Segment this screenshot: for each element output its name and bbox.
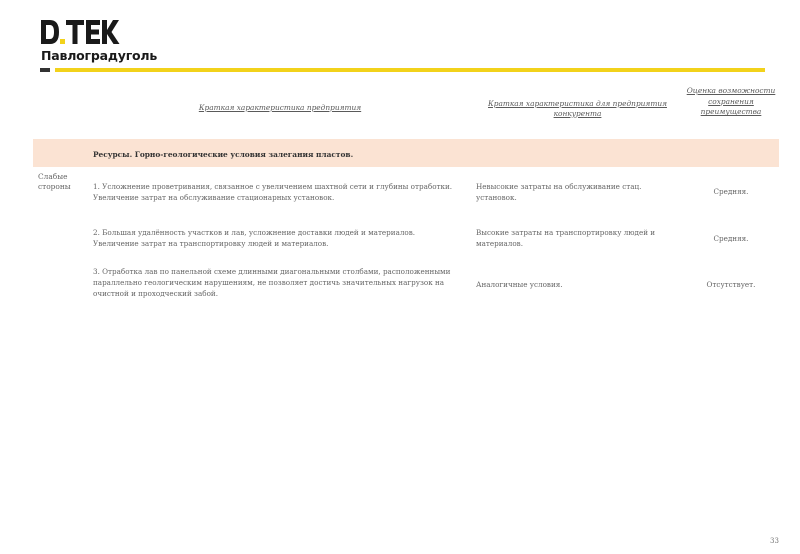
- header-rule-yellow: [55, 68, 765, 72]
- column-header-enterprise: Краткая характеристика предприятия: [198, 103, 362, 112]
- row-3-competitor: Аналогичные условия.: [476, 280, 563, 289]
- row-1-competitor: Невысокие затраты на обслуживание стац. установок.: [476, 182, 642, 203]
- page-number: 33: [770, 537, 779, 545]
- dtek-logo-icon: [40, 18, 120, 46]
- column-header-competitor: Краткая характеристика для предприятия конкурента: [488, 99, 667, 118]
- row-3-assessment: Отсутствует.: [706, 280, 756, 289]
- column-header-assessment: Оценка возможности сохранения преимущества: [686, 86, 776, 117]
- section-title: Ресурсы. Горно-геологические условия залегания пластов.: [93, 150, 354, 159]
- company-subtitle: Павлоградуголь: [41, 48, 158, 63]
- row-group-label: Слабые стороны: [38, 172, 71, 192]
- header-rule-dark: [40, 68, 50, 72]
- row-1-enterprise: 1. Усложнение проветривания, связанное с увеличением шахтной сети и глубины отработки. Увеличение затрат на обслуживание стационарных установок.: [93, 182, 453, 203]
- company-logo: [40, 18, 158, 63]
- row-2-competitor: Высокие затраты на транспортировку людей и материалов.: [476, 228, 656, 249]
- row-1-assessment: Средняя.: [713, 187, 749, 196]
- row-3-enterprise: 3. Отработка лав по панельной схеме длинными диагональными столбами, расположенными параллельно геологическим нарушениям, не позволяет достичь значительных нагрузок на очистной и проходческий забой.: [93, 267, 451, 299]
- row-2-enterprise: 2. Большая удалённость участков и лав, усложнение доставки людей и материалов. Увеличение затрат на транспортировку людей и материалов.: [93, 228, 416, 249]
- row-2-assessment: Средняя.: [713, 234, 749, 243]
